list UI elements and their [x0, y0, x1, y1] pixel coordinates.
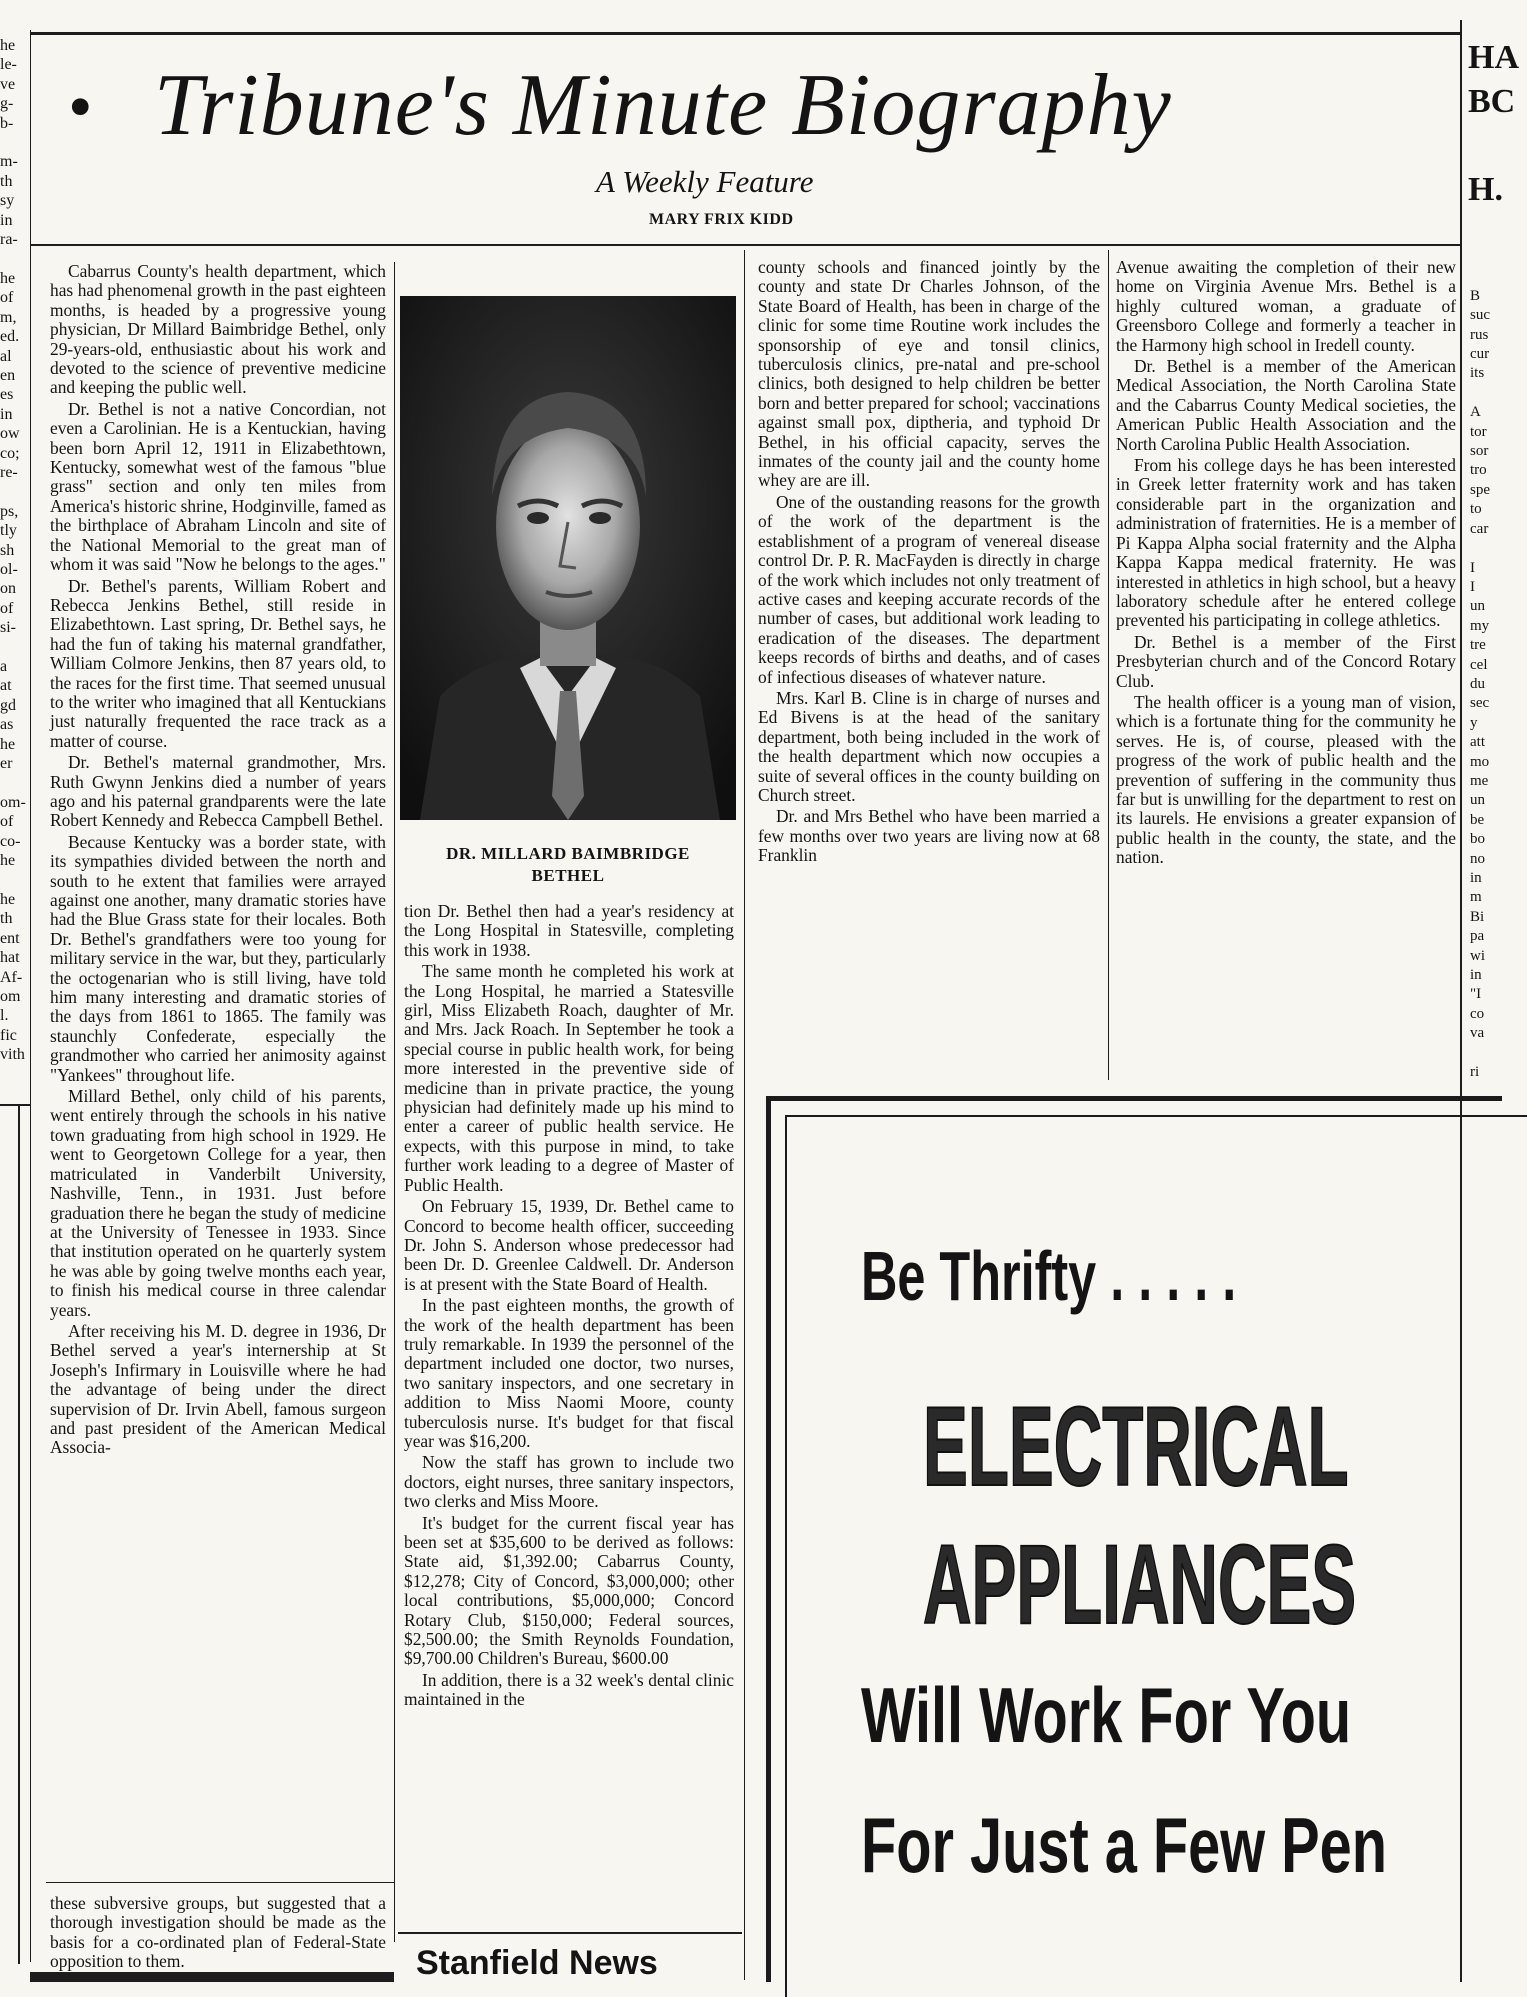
title-bullet: •: [68, 69, 93, 146]
next-article-rule: [398, 1932, 742, 1934]
paragraph: In addition, there is a 32 week's dental clinic maintained in the: [404, 1669, 734, 1710]
paragraph: One of the oustanding reasons for the growth of the work of the department is the establishment of a program of venereal disease control Dr. P. R. MacFayden is directly in charge of the work which includes not only treatment of active cases and keeping accurate records of the number of cases, but additional work leading to eradication of the diseases. The department keeps records of births and deaths, and of cases of infectious diseases of whatever nature.: [758, 491, 1100, 687]
left-box-rule: [0, 1104, 30, 1106]
column-divider-2: [744, 250, 745, 1980]
article-column-1: [50, 262, 386, 1460]
paragraph: The same month he completed his work at the Long Hospital, he married a Statesville girl, Miss Elizabeth Roach, daughter of Mr. and Mrs. Jack Roach. In September he took a special course in public health work, for being more interested in the preventive side of medicine than in private practice, the young physician had definitely made up his mind to enter a career of public health service. He expects, with this purpose in mind, to take further work leading to a degree of Master of Public Health.: [404, 961, 734, 1195]
paragraph: Because Kentucky was a border state, with its sympathies divided between the north and south to he extent that families were arrayed against one another, many dramatic stories have had the Blue Grass state for their locales. Both Dr. Bethel's grandfathers were too young for military service in the war, but they, particularly the octogenarian who is still living, have told him many interesting and dramatic stories of the days from 1861 to 1865. The family was staunchly Confederate, especially the grandmother who carried her animosity against "Yankees" throughout life.: [50, 831, 386, 1085]
paragraph: On February 15, 1939, Dr. Bethel came to Concord to become health officer, succeeding Dr. John S. Anderson whose predecessor had been Dr. D. Greenlee Caldwell. Dr. Anderson is at present with the State Board of Health.: [404, 1196, 734, 1294]
paragraph: Mrs. Karl B. Cline is in charge of nurses and Ed Bivens is at the head of the sanitary department, both being included in the work of the health department which now occupies a suite of several offices in the county building on Church street.: [758, 687, 1100, 805]
paragraph: these subversive groups, but suggested that a thorough investigation should be made as the basis for a co-ordinated plan of Federal-State opposition to them.: [50, 1893, 386, 1972]
paragraph: In the past eighteen months, the growth of the work of the health department has been truly remarkable. In 1939 the personnel of the department included one doctor, two nurses, two sanitary inspectors, and one secretary in addition to Miss Naomi Moore, county tuberculosis nurse. It's budget for that fiscal year was $16,200.: [404, 1295, 734, 1451]
byline: MARY FRIX KIDD: [649, 211, 794, 228]
paragraph: Dr. and Mrs Bethel who have been married a few months over two years are living now at 68 Franklin: [758, 806, 1100, 866]
column-divider-3: [1108, 250, 1109, 1080]
paragraph: tion Dr. Bethel then had a year's residency at the Long Hospital in Statesville, completing this work in 1938.: [404, 901, 734, 960]
left-edge-divider: [30, 30, 31, 1962]
paragraph: Dr. Bethel's maternal grandmother, Mrs. Ruth Gwynn Jenkins died a number of years ago and his paternal grandparents were the late Robert Kennedy and Rebecca Campbell Bethel.: [50, 752, 386, 831]
ad-line-few-pennies: For Just a Few Pen: [861, 1801, 1388, 1889]
paragraph: After receiving his M. D. degree in 1936, Dr Bethel served a year's internership at St Joseph's Infirmary in Louisville where he had the advantage of being under the direct supervision of Dr. Irvin Abell, famous surgeon and past president of the American Medical Associa-: [50, 1320, 386, 1458]
paragraph: It's budget for the current fiscal year has been set at $35,600 to be derived as follows: State aid, $1,392.00; Cabarrus County, $12,278; City of Concord, $3,000,000; other local contributions, $5,000,000; Concord Rotary Club, $150,000; Federal sources, $2,500.00; the Smith Reynolds Foundation, $9,700.00 Children's Bureau, $600.00: [404, 1512, 734, 1669]
column-divider-1: [394, 262, 395, 1942]
photo-caption-line2: BETHEL: [531, 866, 605, 885]
left-box-rule-vertical: [18, 1104, 20, 1964]
portrait-photo: [400, 296, 736, 820]
header-bottom-rule: [30, 244, 1462, 246]
paragraph: Dr. Bethel is a member of the First Presbyterian church and of the Concord Rotary Club.: [1116, 631, 1456, 691]
paragraph: county schools and financed jointly by the county and state Dr Charles Johnson, of the State Board of Health, has been in charge of the clinic for some time Routine work includes the sponsorship of eye and tonsil clinics, tuberculosis clinics, pre-natal and pre-school clinics, both designed to help children be better born and better prepared for school; vaccinations against small pox, diptheria, and typhoid Dr Bethel, in his official capacity, serves the inmates of the county jail and the county home whey are are ill.: [758, 257, 1100, 491]
page-title: Tribune's Minute Biography: [154, 57, 1172, 154]
paragraph: Millard Bethel, only child of his parents, went entirely through the schools in his native town graduating from high school in 1929. He went to Georgetown College for a year, then matriculated in Vanderbilt University, Nashville, Tenn., in 1931. Just before graduation there he began the study of medicine at the University of Tenessee in 1933. Since that institution operated on he quarterly system he was able by going twelve months each year, to finish his medical course in three calendar years.: [50, 1086, 386, 1320]
portrait-illustration: [400, 296, 736, 820]
paragraph: Now the staff has grown to include two doctors, eight nurses, three sanitary inspectors, two clerks and Miss Moore.: [404, 1452, 734, 1512]
advertisement-box: [766, 1096, 1502, 1982]
photo-caption-line1: DR. MILLARD BAIMBRIDGE: [446, 844, 690, 863]
paragraph: Dr. Bethel's parents, William Robert and Rebecca Jenkins Bethel, still reside in Elizabethtown. Last spring, Dr. Bethel says, he had the fun of taking his maternal grandfather, William Colmore Jenkins, then 87 years old, to the races for the first time. That seemed unusual to the writer who imagined that all Kentuckians just naturally frequented the race track as a matter of course.: [50, 575, 386, 751]
other-article-fragment: [50, 1894, 386, 1974]
paragraph: Dr. Bethel is a member of the American Medical Association, the North Carolina State and the Cabarrus County Medical societies, the American Public Health Association and the North Carolina Public Health Association.: [1116, 356, 1456, 454]
paragraph: The health officer is a young man of vision, which is a fortunate thing for the community he serves. He is, of course, pleased with the progress of the work of public health and the prevention of suffering in the community thus far but is unwilling for the department to rest on its laurels. He envisions a greater expansion of public health in the county, the state, and the nation.: [1116, 691, 1456, 868]
article-column-2: [404, 902, 734, 1712]
paragraph: Cabarrus County's health department, which has had phenomenal growth in the past eighteen months, is headed by a progressive young physician, Dr Millard Baimbridge Bethel, only 29-years-old, enthusiastic about his work and devoted to the science of preventive medicine and keeping the public well.: [50, 261, 386, 398]
paragraph: From his college days he has been interested in Greek letter fraternity work and has taken considerable part in the organization and administration of fraternities. He is a member of Pi Kappa Alpha social fraternity and the Alpha Kappa Kappa medical fraternity. He was interested in athletics in high school, but a heavy laboratory schedule after he entered college prevented his participating in college athletics.: [1116, 455, 1456, 631]
paragraph: Dr. Bethel is not a native Concordian, not even a Carolinian. He is a Kentuckian, having been born April 12, 1911 in Elizabethtown, Kentucky, somewhat west of the famous "blue grass" section and only ten miles from America's historic shrine, Hodginville, famed as the birthplace of Abraham Lincoln and site of the National Memorial to the great man of whom it was said "Now he belongs to the ages.": [50, 398, 386, 575]
subtitle: A Weekly Feature: [596, 164, 814, 199]
header-top-rule: [30, 32, 1462, 35]
paragraph: Avenue awaiting the completion of their new home on Virginia Avenue Mrs. Bethel is a highly cultured woman, a graduate of Greensboro College and formerly a teacher in the Harmony high school in Iredell county.: [1116, 257, 1456, 355]
article-column-3: [758, 258, 1100, 868]
ad-line-electrical: ELECTRICAL: [923, 1384, 1349, 1509]
right-edge-column-fragment: B suc rus cur its A tor sor tro spe to car I I un my tre cel du sec y att mo me un be bo no in m Bi pa wi in "I co va ri: [1470, 287, 1490, 1081]
article-end-rule: [46, 1882, 394, 1883]
left-edge-column-fragment: he le- ve g- b- m- th sy in ra- he of m, ed. al en es in ow co; re- ps, tly sh ol- on of si- a at gd as he er om- of co- he he th ent hat Af- om l. fic vith: [0, 37, 26, 1064]
bottom-bar: [30, 1972, 394, 1982]
next-headline: Stanfield News: [416, 1944, 658, 1982]
ad-line-be-thrifty: Be Thrifty . . . . .: [861, 1237, 1237, 1315]
ad-line-will-work: Will Work For You: [861, 1671, 1352, 1759]
right-edge-headline-fragment: HA BC H.: [1468, 39, 1519, 208]
ad-line-appliances: APPLIANCES: [923, 1522, 1357, 1647]
article-column-4: [1116, 258, 1456, 870]
